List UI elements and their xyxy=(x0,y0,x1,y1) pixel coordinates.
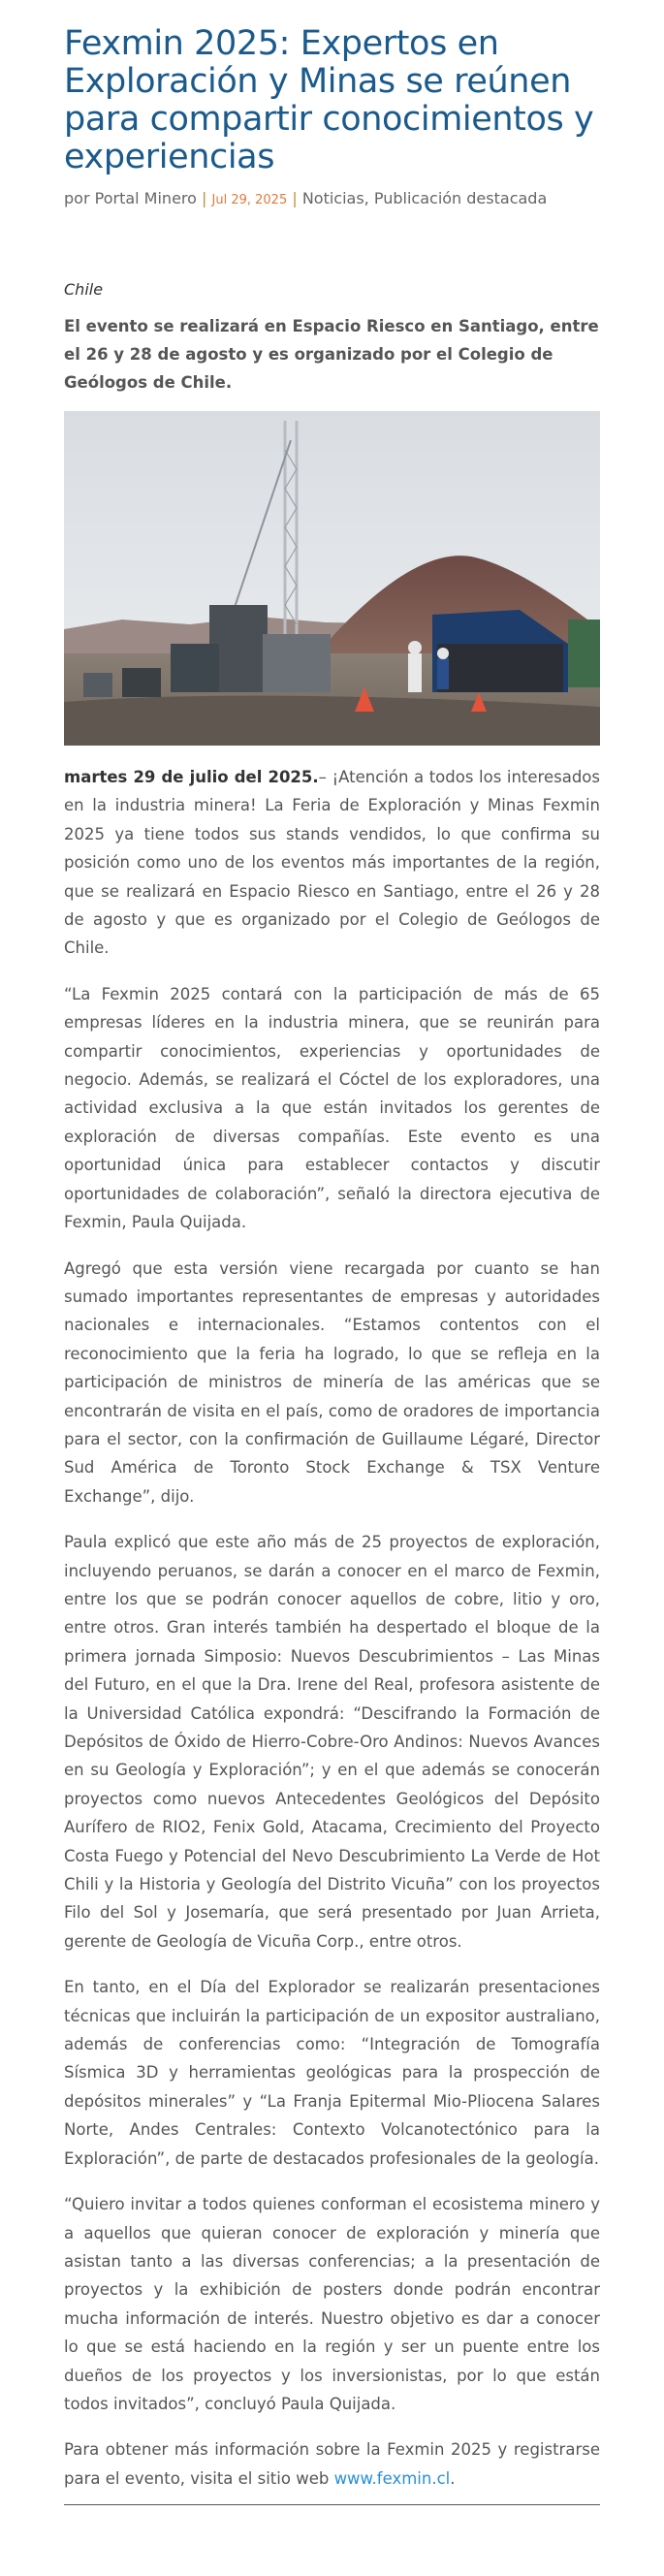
location-label: Chile xyxy=(64,280,104,299)
paragraph-text: – ¡Atención a todos los interesados en la industria minera! La Feria de Exploración y Minas Fexmin 2025 ya tiene todos sus stands vendidos, lo que confirma su posición como uno de los eventos más importantes de la región, que se realizará en Espacio Riesco en Santiago, entre el 26 y 28 de agosto y que es organizado por el Colegio de Geólogos de Chile. xyxy=(64,768,600,958)
category-link-destacada[interactable]: Publicación destacada xyxy=(373,189,548,207)
paragraph: Paula explicó que este año más de 25 proyectos de exploración, incluyendo peruanos, se darán a conocer en el marco de Fexmin, entre los que se podrán conocer aquellos de cobre, litio y oro, entre otros. Gran interés también ha despertado el bloque de la primera jornada Simposio: Nuevos Descubrimientos – Las Minas del Futuro, en el que la Dra. Irene del Real, profesora asistente de la Universidad Católica expondrá: “Descifrando la Formación de Depósitos de Óxido de Hierro-Cobre-Oro Andinos: Nuevos Avances en su Geología y Exploración”; y en el que además se conocerán proyectos como nuevos Antecedentes Geológicos del Depósito Aurífero de RIO2, Fenix Gold, Atacama, Crecimiento del Proyecto Costa Fuego y Potencial del Nevo Descubrimiento La Verde de Hot Chili y la Historia y Geología del Distrito Vicuña” con los proyectos Filo del Sol y Josemaría, que será presentado por Juan Arrieta, gerente de Geología de Vicuña Corp., entre otros. xyxy=(64,1533,600,1951)
paragraph: Agregó que esta versión viene recargada por cuanto se han sumado importantes representantes de empresas y autoridades nacionales e internacionales. “Estamos contentos con el reconocimiento que la feria ha logrado, lo que se refleja en la participación de ministros de minería de las américas que se encontrarán de visita en el país, como de oradores de importancia para el sector, con la confirmación de Guillaume Légaré, Director Sud América de Toronto Stock Exchange & TSX Venture Exchange”, dijo. xyxy=(64,1258,600,1506)
meta-separator-2: | xyxy=(292,189,298,207)
paragraph: En tanto, en el Día del Explorador se realizarán presentaciones técnicas que incluirán la participación de un expositor australiano, además de conferencias como: “Integración de Tomografía Sísmica 3D y herramientas geológicas para la prospección de depósitos minerales” y “La Franja Epitermal Mio-Pliocena Salares Norte, Andes Centrales: Contexto Volcanotectónico para la Exploración”, de parte de destacados profesionales de la geología. xyxy=(64,1978,600,2168)
category-link-noticias[interactable]: Noticias xyxy=(301,189,364,207)
paragraph-text: Para obtener más información sobre la Fexmin 2025 y registrarse para el evento, visita el sitio web xyxy=(64,2440,600,2488)
article-dateline: martes 29 de julio del 2025. xyxy=(64,768,319,786)
article-lead: El evento se realizará en Espacio Riesco en Santiago, entre el 26 y 28 de agosto y es organizado por el Colegio de Geólogos de Chile. xyxy=(64,317,599,392)
divider xyxy=(64,2504,600,2505)
article-body xyxy=(64,763,600,2493)
paragraph-end: . xyxy=(450,2468,456,2488)
paragraph xyxy=(64,2435,600,2493)
article xyxy=(64,0,600,2505)
paragraph: “La Fexmin 2025 contará con la participación de más de 65 empresas líderes en la industria minera, que se reunirán para compartir conocimientos, experiencias y oportunidades de negocio. Además, se realizará el Cóctel de los exploradores, una actividad exclusiva a la que están invitados los gerentes de exploración de diversas compañías. Este evento es una oportunidad única para establecer contactos y discutir oportunidades de colaboración”, señaló la directora ejecutiva de Fexmin, Paula Quijada. xyxy=(64,984,600,1232)
post-meta xyxy=(64,188,600,211)
meta-separator: | xyxy=(202,189,207,207)
author-link[interactable]: Portal Minero xyxy=(94,189,197,207)
article-photo xyxy=(64,411,600,746)
category-separator: , xyxy=(364,189,369,207)
paragraph xyxy=(64,763,600,963)
paragraph: “Quiero invitar a todos quienes conforman el ecosistema minero y a aquellos que quieran conocer de exploración y minería que asistan tanto a las diversas conferencias; a la presentación de proyectos y la exhibición de posters donde podrán encontrar mucha información de interés. Nuestro objetivo es dar a conocer lo que se está haciendo en la región y ser un puente entre los dueños de los proyectos y los inversionistas, por lo que están todos invitados”, concluyó Paula Quijada. xyxy=(64,2195,600,2413)
article-title: Fexmin 2025: Expertos en Exploración y Minas se reúnen para compartir conocimientos y experiencias xyxy=(64,24,594,176)
post-date: Jul 29, 2025 xyxy=(211,193,288,207)
meta-prefix: por xyxy=(64,189,90,207)
fexmin-website-link[interactable]: www.fexmin.cl xyxy=(333,2468,451,2488)
